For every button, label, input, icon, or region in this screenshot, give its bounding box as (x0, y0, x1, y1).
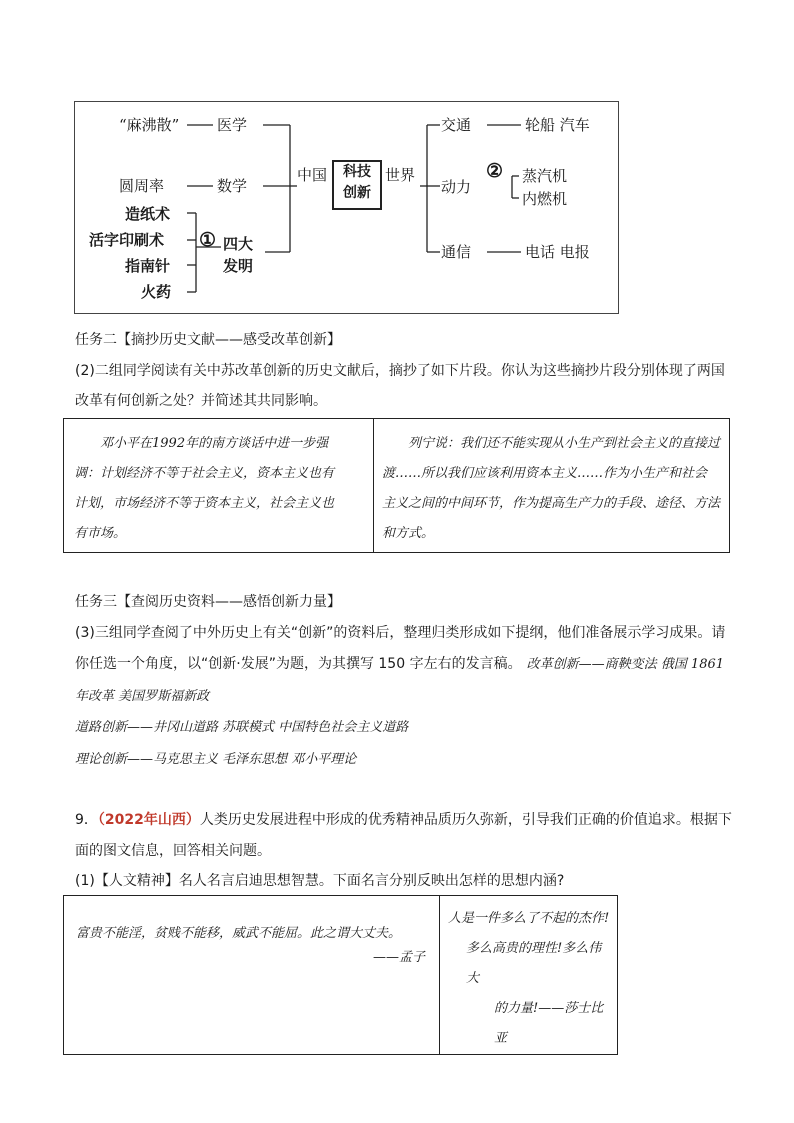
quote-line: 人是一件多么了不起的杰作! (448, 911, 610, 926)
diagram-field-math: 数学 (217, 177, 248, 195)
q9-number: 9． (75, 812, 98, 828)
q9-line2: 面的图文信息，回答相关问题。 (75, 843, 271, 859)
task2-heading: 任务二【摘抄历史文献——感受改革创新】 (75, 332, 341, 348)
q9-source: （2022年山西） (97, 812, 200, 828)
excerpt-line: 计划，市场经济不等于资本主义，社会主义也 (74, 496, 335, 511)
diagram-invention-gunpowder: 火药 (141, 283, 172, 301)
q9-text: 人类历史发展进程中形成的优秀精神品质历久弥新，引导我们正确的价值追求。根据下 (199, 812, 732, 828)
diagram-label-four-great: 四大 (223, 235, 254, 253)
diagram-china: 中国 (297, 166, 328, 184)
excerpt-line: 调：计划经济不等于社会主义，资本主义也有 (74, 466, 335, 481)
task2-question-line2: 改革有何创新之处？并简述其共同影响。 (75, 393, 327, 409)
diagram-center-line-1: 科技 (343, 164, 371, 180)
diagram-items-transport: 轮船 汽车 (525, 116, 590, 134)
diagram-power-steam: 蒸汽机 (522, 167, 568, 185)
excerpt-line: 有市场。 (74, 526, 127, 541)
excerpt-line: 渡……所以我们应该利用资本主义……作为小生产和社会 (382, 466, 708, 481)
q9-line1 (75, 810, 732, 830)
diagram-item-mafeisan: “麻沸散” (119, 116, 180, 134)
task2-question-line1: (2)二组同学阅读有关中苏改革创新的历史文献后，摘抄了如下片段。你认为这些摘抄片段分别体现了两国 (75, 363, 725, 379)
diagram-blank-2: ② (486, 160, 504, 182)
diagram-world: 世界 (385, 166, 416, 184)
quote-author: ——孟子 (372, 950, 425, 965)
quote-line: 多么高贵的理性!多么伟大 (466, 941, 602, 986)
diagram-blank-1: ① (199, 229, 217, 251)
task3-question-line2 (75, 653, 724, 674)
quote-line: 的力量!——莎士比亚 (494, 1001, 604, 1046)
task2-excerpt-lenin (374, 419, 730, 553)
task3-outline-path: 道路创新——井冈山道路 苏联模式 中国特色社会主义道路 (75, 720, 409, 735)
excerpt-line: 列宁说：我们还不能实现从小生产到社会主义的直接过 (408, 436, 721, 451)
diagram-invention-compass: 指南针 (125, 257, 171, 275)
diagram-label-inventions: 发明 (223, 257, 254, 275)
diagram-field-transport: 交通 (441, 116, 472, 134)
task3-heading: 任务三【查阅历史资料——感悟创新力量】 (75, 594, 341, 610)
task3-outline-reform: 改革创新——商鞅变法 俄国 1861 (526, 657, 725, 672)
diagram-center-box (332, 160, 382, 210)
excerpt-line: 主义之间的中间环节，作为提高生产力的手段、途径、方法 (382, 496, 721, 511)
diagram-items-communication: 电话 电报 (525, 243, 590, 261)
diagram-field-medicine: 医学 (217, 116, 248, 134)
diagram-invention-paper: 造纸术 (125, 205, 171, 223)
diagram-field-communication: 通信 (441, 243, 472, 261)
excerpt-line: 邓小平在1992年的南方谈话中进一步强 (100, 436, 329, 451)
q9-subquestion-1: (1)【人文精神】名人名言启迪思想智慧。下面名言分别反映出怎样的思想内涵? (75, 873, 565, 889)
task3-question-line1: (3)三组同学查阅了中外历史上有关“创新”的资料后，整理归类形成如下提纲，他们准备展示学习成果。请 (75, 625, 726, 641)
science-innovation-diagram (74, 101, 619, 314)
diagram-center-line-2: 创新 (343, 185, 371, 201)
q9-quote-mencius (64, 896, 440, 1055)
task2-excerpt-deng (64, 419, 374, 553)
q9-quote-shakespeare (440, 896, 618, 1055)
quote-text: 富贵不能淫，贫贱不能移，威武不能屈。此之谓大丈夫。 (76, 926, 402, 941)
task3-question-line2-text: 你任选一个角度，以“创新·发展”为题，为其撰写 150 字左右的发言稿。 (75, 656, 522, 672)
task2-excerpt-table (63, 418, 730, 553)
diagram-field-power: 动力 (441, 178, 472, 196)
task3-outline-theory: 理论创新——马克思主义 毛泽东思想 邓小平理论 (75, 752, 357, 767)
task3-outline-reform-cont: 年改革 美国罗斯福新政 (75, 689, 210, 704)
diagram-item-pi: 圆周率 (119, 177, 165, 195)
diagram-invention-printing: 活字印刷术 (89, 231, 165, 249)
diagram-power-combustion: 内燃机 (522, 190, 568, 208)
excerpt-line: 和方式。 (382, 526, 435, 541)
q9-quote-table (63, 895, 618, 1055)
